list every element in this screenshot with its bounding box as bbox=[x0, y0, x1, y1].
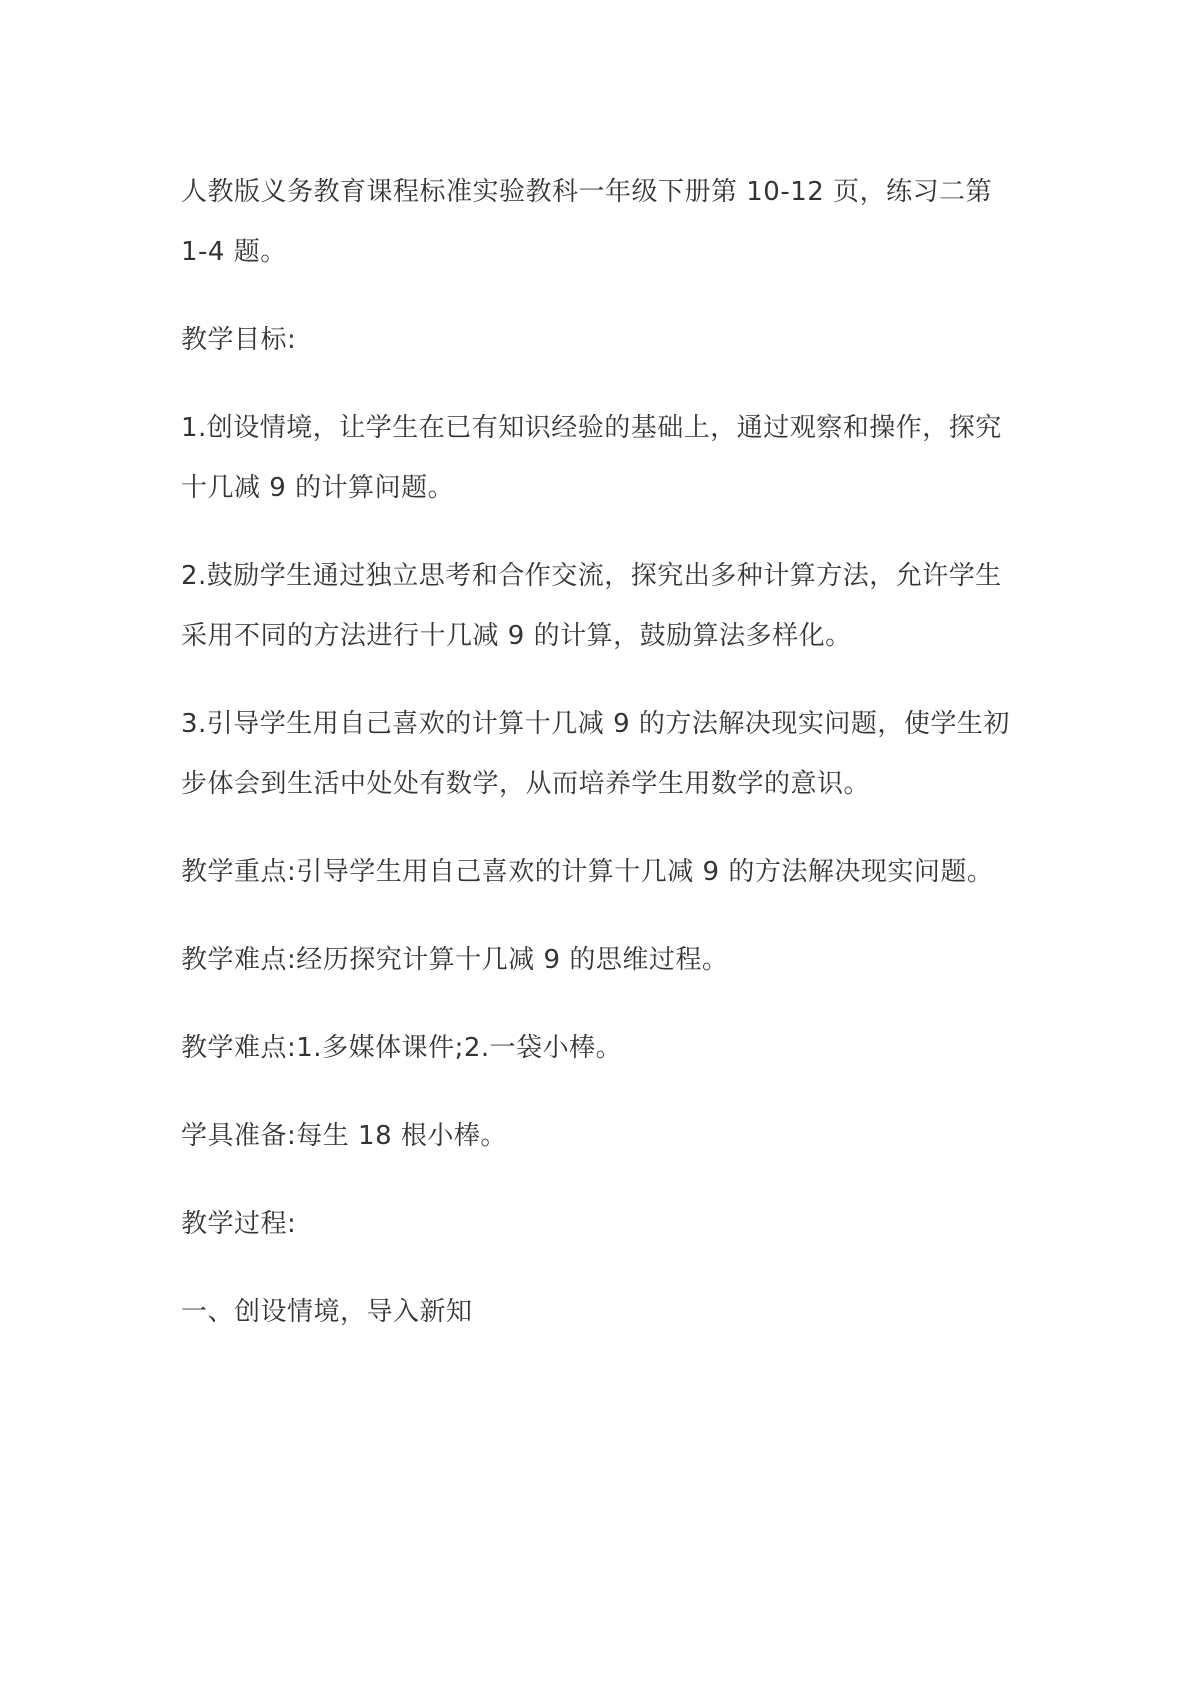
paragraph-objective-1: 1.创设情境，让学生在已有知识经验的基础上，通过观察和操作，探究十几减 9 的计算问题。 bbox=[181, 413, 1002, 503]
document-body bbox=[181, 162, 1011, 1342]
paragraph-student-materials: 学具准备:每生 18 根小棒。 bbox=[181, 1121, 507, 1151]
paragraph-process-heading: 教学过程: bbox=[181, 1209, 297, 1239]
paragraph-objective-2: 2.鼓励学生通过独立思考和合作交流，探究出多种计算方法，允许学生采用不同的方法进行十几减 9 的计算，鼓励算法多样化。 bbox=[181, 561, 1002, 651]
paragraph-section-1-heading: 一、创设情境，导入新知 bbox=[181, 1297, 473, 1327]
paragraph-objectives-heading: 教学目标: bbox=[181, 325, 297, 355]
paragraph-key-point: 教学重点:引导学生用自己喜欢的计算十几减 9 的方法解决现实问题。 bbox=[181, 857, 994, 887]
paragraph-textbook-reference: 人教版义务教育课程标准实验教科一年级下册第 10-12 页，练习二第 1-4 题。 bbox=[181, 177, 993, 267]
paragraph-teaching-materials: 教学难点:1.多媒体课件;2.一袋小棒。 bbox=[181, 1033, 623, 1063]
paragraph-difficulty: 教学难点:经历探究计算十几减 9 的思维过程。 bbox=[181, 945, 729, 975]
paragraph-objective-3: 3.引导学生用自己喜欢的计算十几减 9 的方法解决现实问题，使学生初步体会到生活中处处有数学，从而培养学生用数学的意识。 bbox=[181, 709, 1010, 799]
